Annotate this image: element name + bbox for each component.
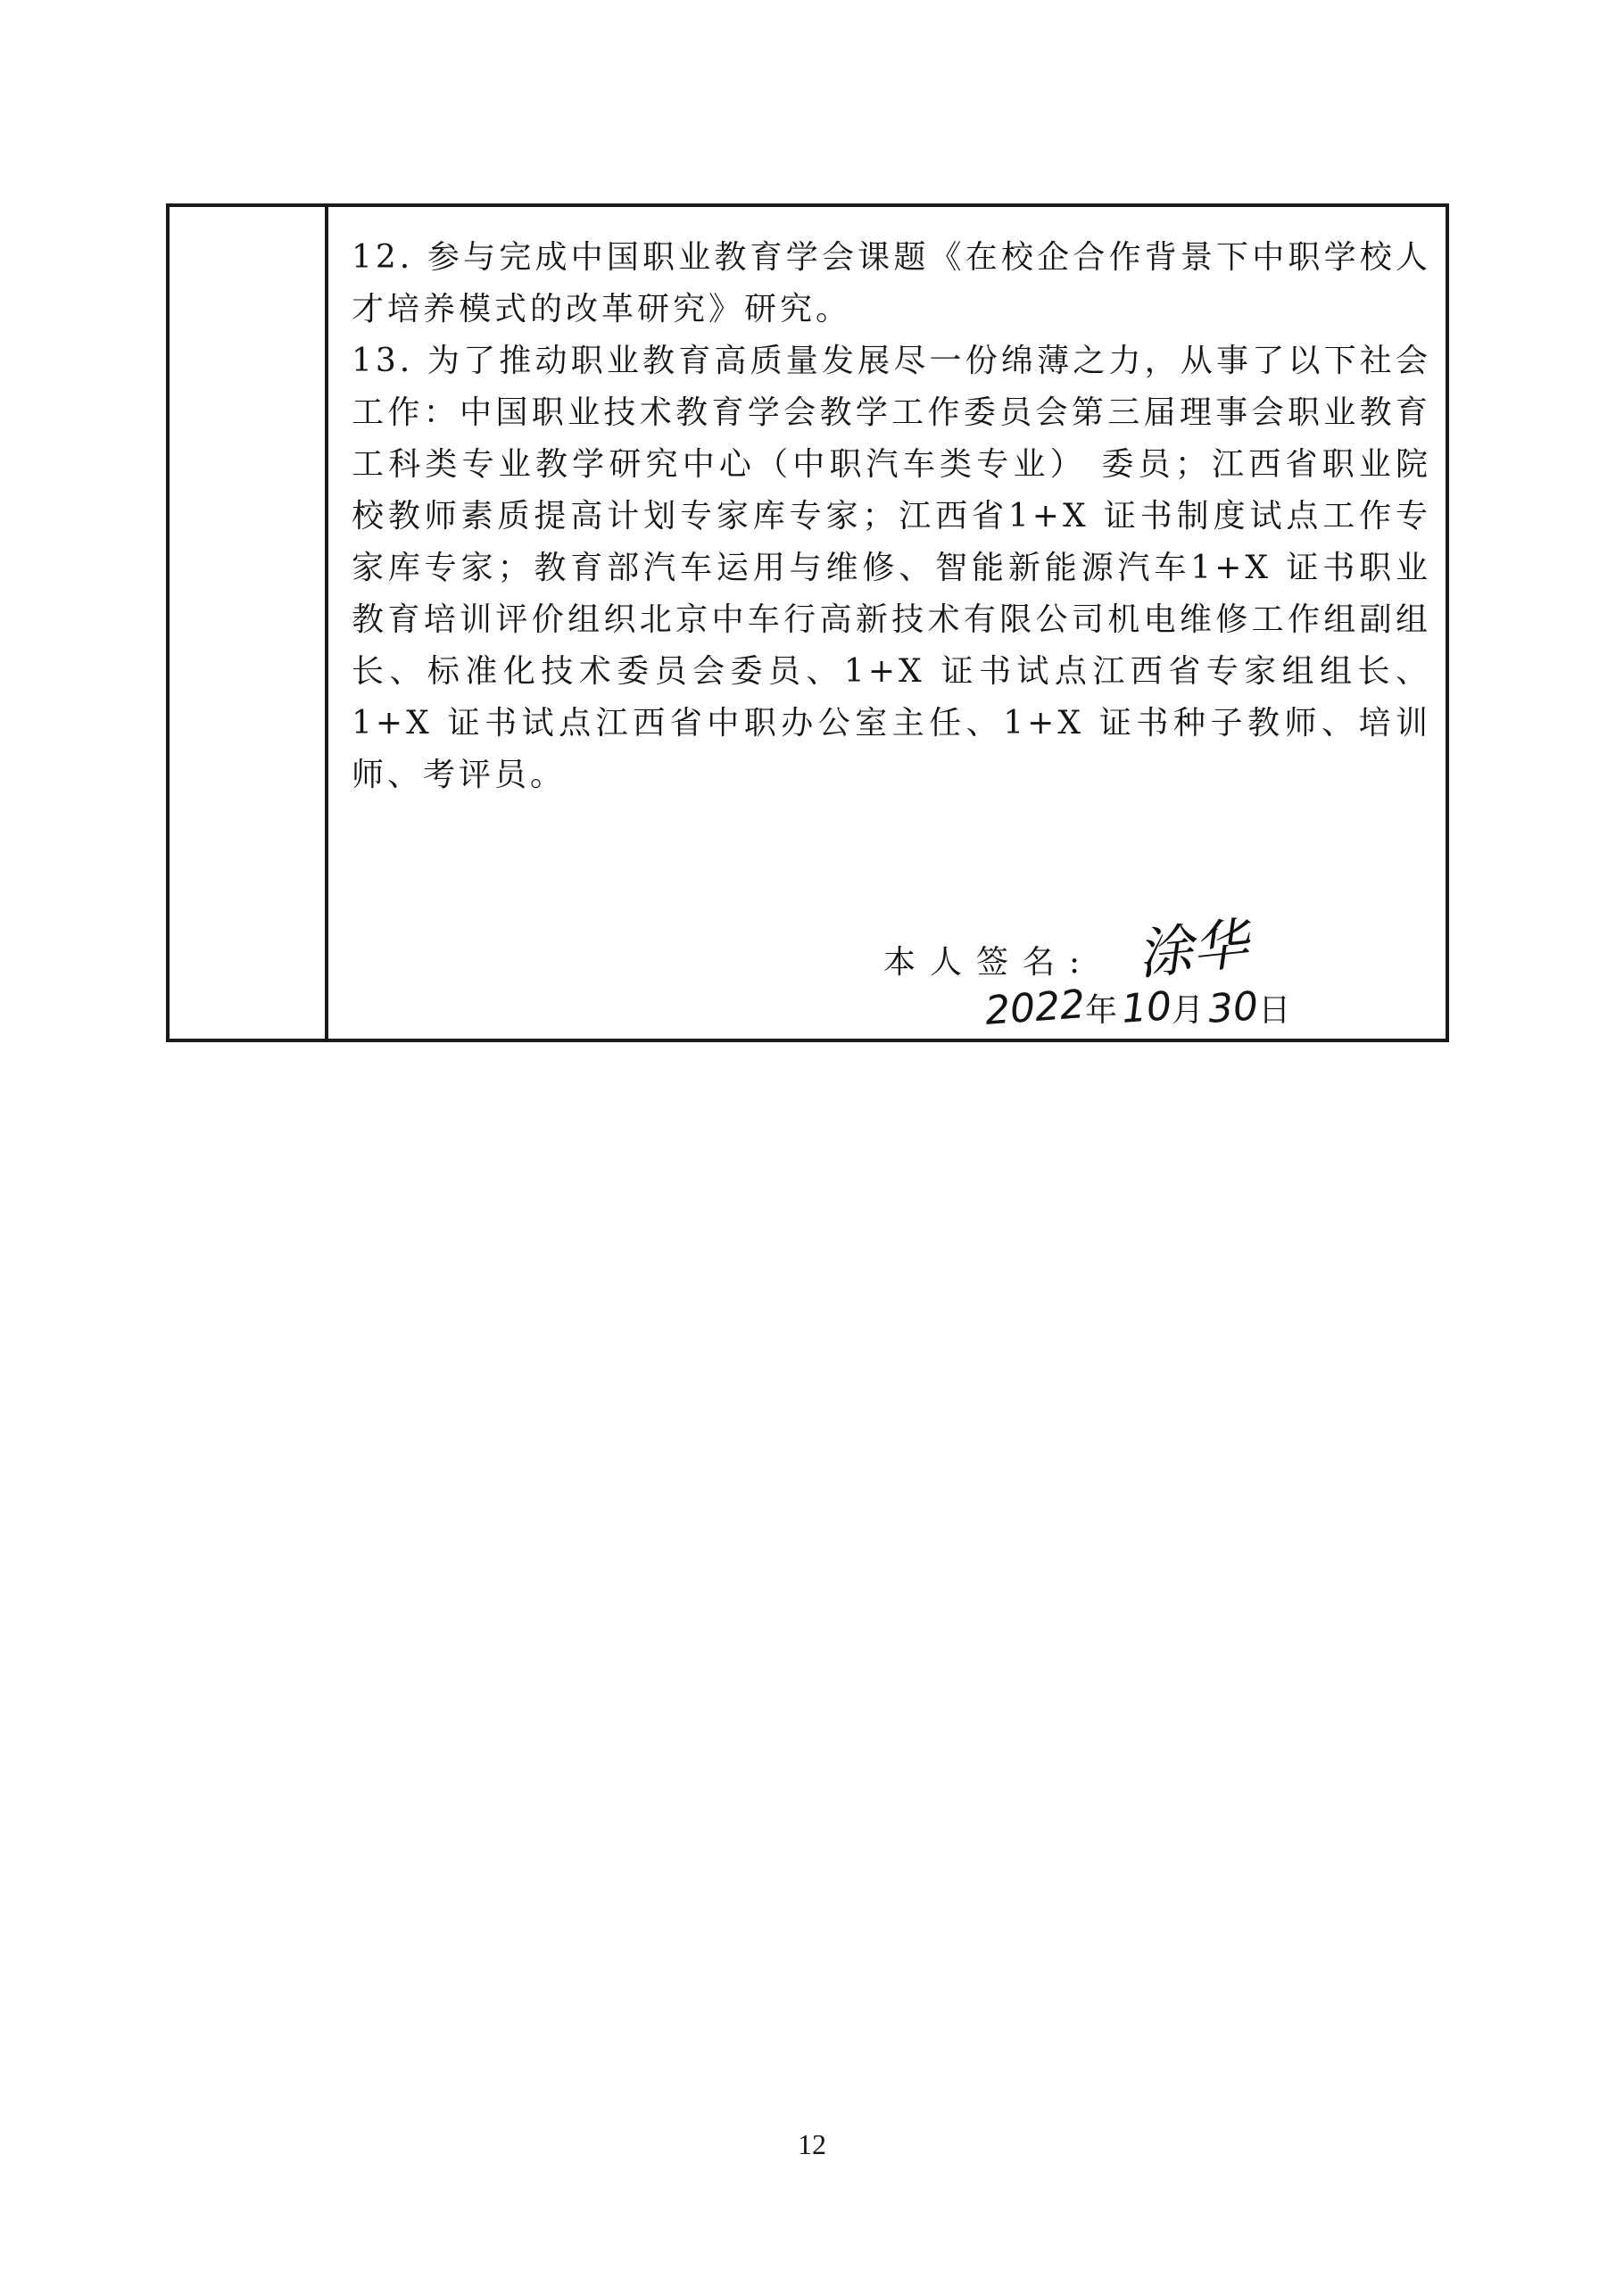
- signature-row: [883, 910, 1419, 988]
- date-day-unit: 日: [1258, 992, 1291, 1029]
- date-month: 10: [1120, 983, 1173, 1032]
- date-month-unit: 月: [1172, 992, 1205, 1029]
- signature-date: [983, 982, 1449, 1039]
- page-number: 12: [798, 2128, 826, 2160]
- paragraph-item-13: 13. 为了推动职业教育高质量发展尽一份绵薄之力，从事了以下社会工作：中国职业技术教育学会教学工作委员会第三届理事会职业教育工科类专业教学研究中心（中职汽车类专业） 委员；江西省职业院校教师素质提高计划专家库专家；江西省1+X 证书制度试点工作专家库专家；教育部汽车运用与维修、智能新能源汽车1+X 证书职业教育培训评价组织北京中车行高新技术有限公司机电维修工作组副组长、标准化技术委员会委员、1+X 证书试点江西省专家组组长、1+X 证书试点江西省中职办公室主任、1+X 证书种子教师、培训师、考评员。: [352, 343, 1431, 793]
- date-year: 2022: [983, 982, 1087, 1034]
- form-table: [166, 203, 1449, 1042]
- content-cell: [352, 232, 1431, 801]
- handwritten-signature: 涂华: [1134, 910, 1252, 988]
- column-divider: [325, 207, 328, 1039]
- signature-label: 本人签名:: [883, 944, 1095, 981]
- date-day: 30: [1206, 983, 1260, 1032]
- paragraph-item-12: 12. 参与完成中国职业教育学会课题《在校企合作背景下中职学校人才培养模式的改革研究》研究。: [352, 239, 1431, 327]
- date-year-unit: 年: [1084, 992, 1117, 1029]
